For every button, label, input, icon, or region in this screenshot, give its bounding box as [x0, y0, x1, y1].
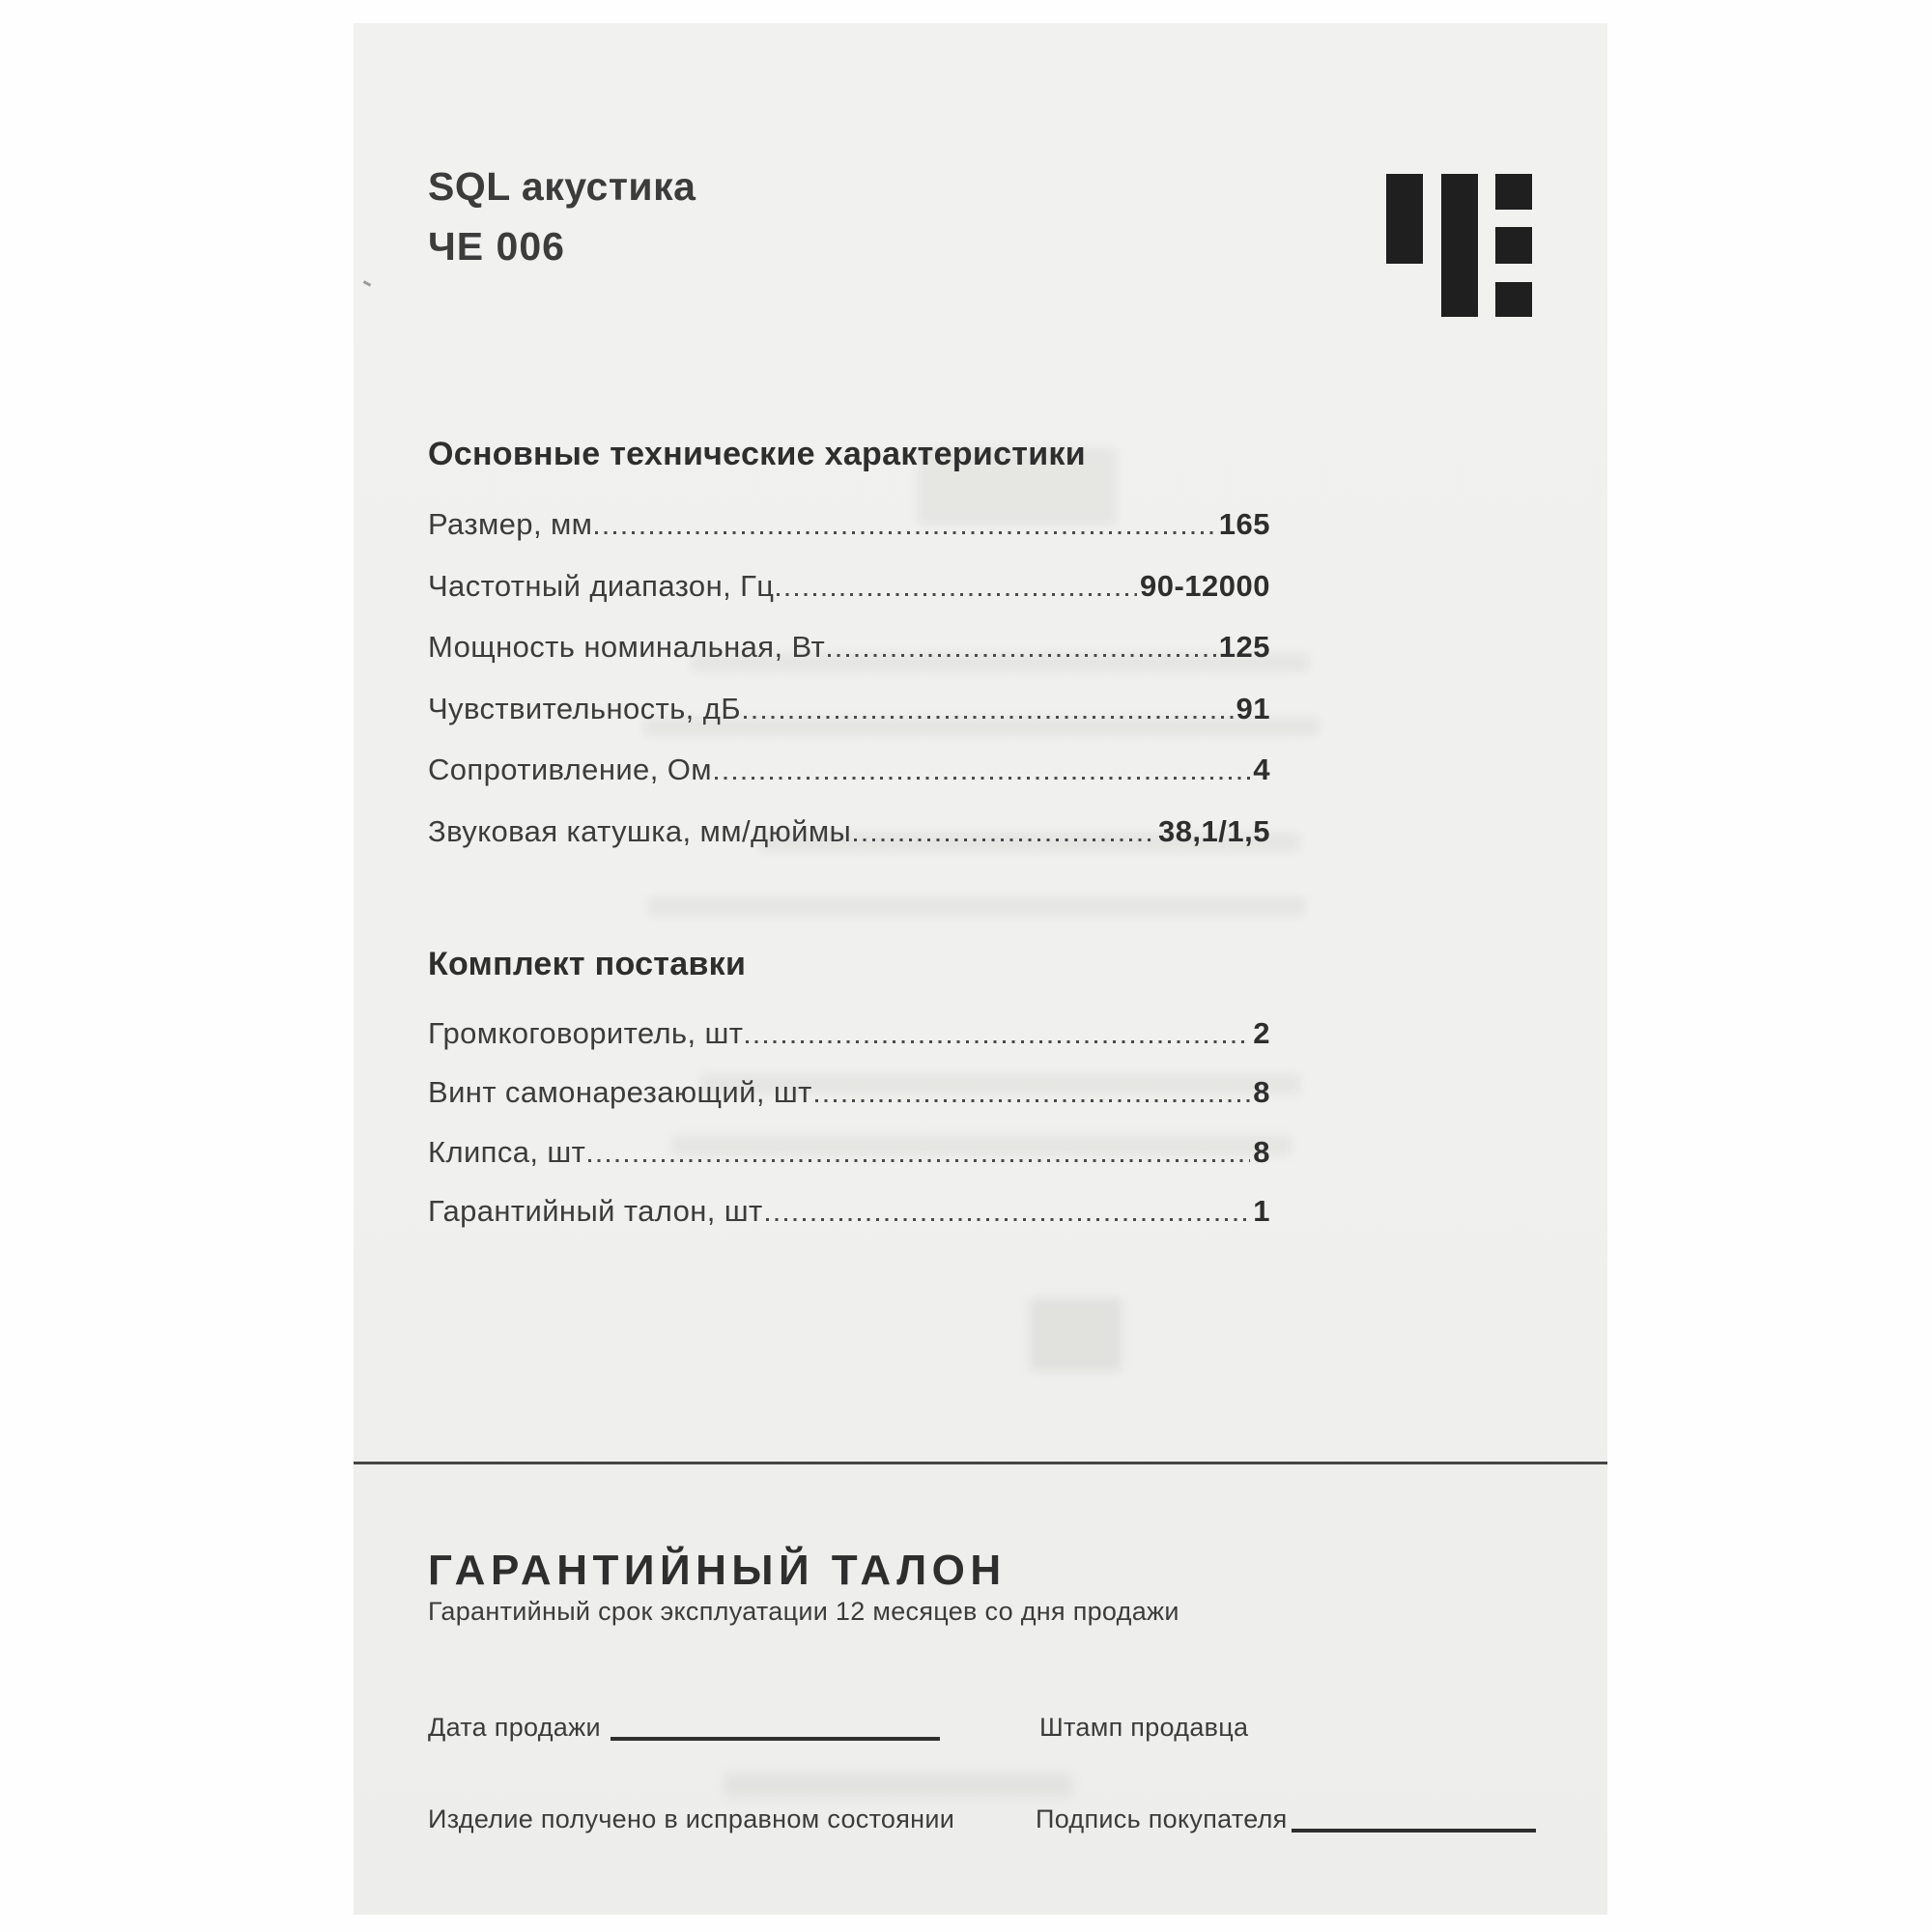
package-row [428, 1075, 1270, 1110]
dotted-leader [777, 593, 1137, 596]
package-row [428, 1016, 1270, 1051]
buyer-signature-fill-line [1292, 1829, 1536, 1833]
specs-list [428, 507, 1270, 855]
row-value: 38,1/1,5 [1157, 813, 1270, 848]
row-value: 1 [1253, 1194, 1270, 1229]
row-label: Частотный диапазон, Гц [428, 568, 775, 603]
row-label: Сопротивление, Ом [428, 753, 712, 786]
logo-short-bar [1386, 174, 1423, 264]
dotted-leader [766, 1218, 1251, 1221]
dotted-leader [595, 531, 1215, 534]
package-row [428, 1135, 1270, 1170]
seller-stamp-label: Штамп продавца [1039, 1713, 1249, 1742]
row-label: Мощность номинальная, Вт [428, 630, 826, 664]
dotted-leader [815, 1099, 1251, 1102]
dotted-leader [588, 1159, 1250, 1162]
spec-row [428, 630, 1270, 665]
logo-tall-bar [1441, 174, 1478, 317]
dotted-leader [744, 716, 1234, 719]
row-value: 91 [1236, 691, 1270, 725]
model-title: ЧЕ 006 [428, 224, 565, 269]
dotted-leader [854, 838, 1155, 841]
dotted-leader [715, 777, 1250, 780]
che-logo [1386, 174, 1532, 317]
row-value: 125 [1218, 630, 1270, 664]
buyer-signature-label: Подпись покупателя [1036, 1804, 1288, 1833]
show-through-ghost [648, 896, 1305, 916]
spec-row [428, 569, 1270, 604]
row-value: 165 [1218, 507, 1270, 541]
spec-row [428, 507, 1270, 542]
show-through-ghost [724, 1774, 1072, 1797]
section-divider [354, 1462, 1607, 1464]
warranty-subtitle: Гарантийный срок эксплуатации 12 месяцев со дня продажи [428, 1597, 1179, 1626]
sale-date-label: Дата продажи [428, 1713, 601, 1742]
row-label: Громкоговоритель, шт [428, 1016, 744, 1050]
row-label: Размер, мм [428, 507, 593, 541]
row-value: 4 [1253, 753, 1270, 786]
spec-row [428, 753, 1270, 787]
row-label: Клипса, шт [428, 1134, 586, 1169]
dotted-leader [828, 654, 1216, 657]
row-value: 90-12000 [1139, 568, 1270, 603]
spec-row [428, 692, 1270, 726]
row-value: 8 [1253, 1134, 1270, 1169]
package-row [428, 1194, 1270, 1229]
row-value: 8 [1253, 1075, 1270, 1110]
package-list [428, 1016, 1270, 1258]
row-label: Гарантийный талон, шт [428, 1194, 763, 1229]
logo-square-bottom [1495, 282, 1532, 317]
row-value: 2 [1253, 1016, 1270, 1050]
received-condition-label: Изделие получено в исправном состоянии [428, 1804, 955, 1833]
specs-heading: Основные технические характеристики [428, 436, 1086, 472]
logo-square-top [1495, 174, 1532, 210]
sale-date-fill-line [611, 1737, 940, 1741]
warranty-title: ГАРАНТИЙНЫЙ ТАЛОН [428, 1547, 1007, 1594]
pencil-smudge [1030, 1298, 1122, 1371]
brand-title: SQL акустика [428, 164, 696, 209]
paper-speck [363, 280, 371, 286]
warranty-card-page [354, 23, 1607, 1915]
row-label: Винт самонарезающий, шт [428, 1075, 812, 1110]
logo-square-middle [1495, 227, 1532, 264]
row-label: Звуковая катушка, мм/дюймы [428, 813, 852, 848]
dotted-leader [746, 1040, 1250, 1043]
spec-row [428, 814, 1270, 849]
package-heading: Комплект поставки [428, 946, 747, 982]
row-label: Чувствительность, дБ [428, 691, 741, 725]
